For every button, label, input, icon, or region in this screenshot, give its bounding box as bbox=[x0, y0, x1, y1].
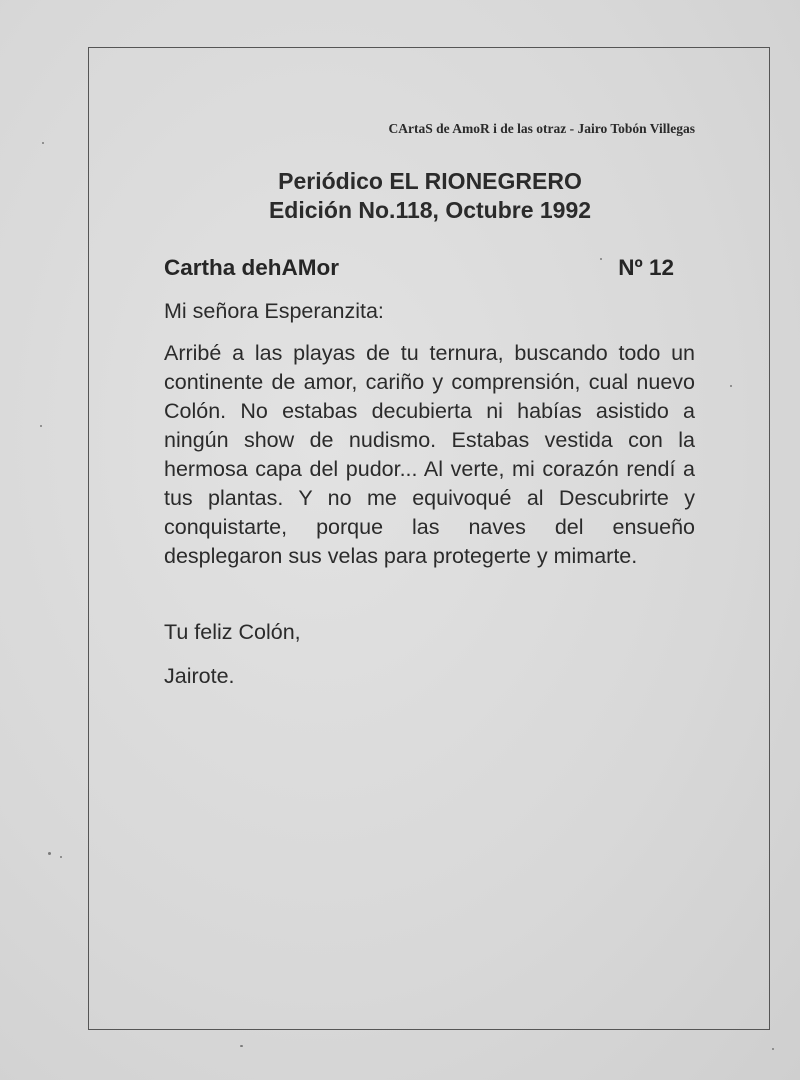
scan-speck bbox=[730, 385, 732, 387]
scan-speck bbox=[772, 1048, 774, 1050]
letter-signature: Jairote. bbox=[164, 664, 235, 688]
scan-speck bbox=[60, 856, 62, 858]
letter-body: Arribé a las playas de tu ternura, buscando todo un continente de amor, cariño y comprensión, cual nuevo Colón. No estabas decubierta ni habías asistido a ningún show de nudismo. Estabas vestida con la hermosa capa del pudor... Al verte, mi corazón rendí a tus plantas. Y no me equivoqué al Descubrirte y conquistarte, porque las naves del ensueño desplegaron sus velas para protegerte y mimarte. bbox=[164, 341, 695, 568]
scan-speck bbox=[48, 852, 51, 855]
newspaper-name: Periódico EL RIONEGRERO bbox=[278, 168, 582, 194]
scan-speck bbox=[600, 258, 602, 260]
scan-speck bbox=[240, 1045, 243, 1047]
book-running-header: CArtaS de AmoR i de las otraz - Jairo Tobón Villegas bbox=[388, 121, 695, 136]
letter-closing: Tu feliz Colón, bbox=[164, 620, 301, 644]
scan-speck bbox=[42, 142, 44, 144]
letter-number: Nº 12 bbox=[618, 255, 674, 280]
letter-salutation: Mi señora Esperanzita: bbox=[164, 299, 384, 323]
letter-title: Cartha dehAMor bbox=[164, 255, 340, 280]
newspaper-edition: Edición No.118, Octubre 1992 bbox=[268, 197, 592, 223]
scan-speck bbox=[40, 425, 42, 427]
